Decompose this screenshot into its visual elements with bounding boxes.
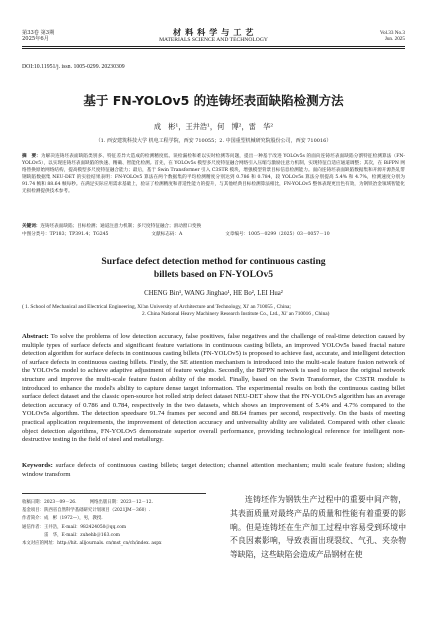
footnote-received: 收稿日期：2023－09－26. 网络出版日期：2023－12－12. (22, 500, 153, 505)
abstract-en (22, 333, 405, 445)
classification-line (22, 232, 405, 239)
header-date-en: Jun. 2025 (384, 36, 405, 43)
header-center (110, 28, 317, 44)
abstract-cn-label: 摘 要： (22, 154, 41, 159)
footnote-url: 本文对应的网址：http://hit. alljournals. cn/mst_cn/ch/index. aspx (22, 541, 162, 547)
affiliation-en-line1: ( 1. School of Mechanical and Electrical Engineering, Xi'an University of Architecture and Technology, Xi' an 710055 , China; (22, 304, 291, 310)
affiliation-cn: （1. 西安建筑科技大学 机电工程学院，西安 710055；2. 中国重型机械研究院股份公司，西安 710016） (95, 138, 332, 144)
authors-en: CHENG Bin¹, WANG Jinghao¹, HE Bo², LEI Hua² (144, 290, 283, 297)
doi: DOI:10.11951/j. issn. 1005-0299. 20230309 (22, 64, 125, 70)
header-date-cn: 2025年6月 (22, 36, 49, 43)
footnote-correspondence-2: 雷 华，E-mail：zuhehb＠163.com (22, 532, 120, 538)
keywords-cn (22, 224, 405, 231)
affiliation-en (22, 304, 405, 318)
header-volume-en: Vol.33 No.3 (379, 30, 405, 36)
affiliation-en-line2: 2. China National Heavy Machinery Research Institute Co., Ltd., Xi' an 710016 , China) (142, 311, 330, 317)
header-rule-top (22, 46, 405, 47)
journal-title-cn: 材 料 科 学 与 工 艺 (173, 27, 254, 37)
footnote-correspondence: 通信作者：王井浩，E-mail：982424050＠qq.com (22, 524, 127, 530)
header-right (330, 30, 405, 43)
abstract-cn-text: 为解决连铸坯表面缺陷类别多、特征差异大造成的检测精度低、误检漏检和难以实时检测等问题，提出一种基于改进 YOLOv5s 的面向连铸坯表面缺陷分割特征检测算法（FN-YOLOv5），以实现连铸坯表面缺陷的快速、精确、智能化检测。首先，在 YOLOv5s 模型多尺度特征融合网络引入压缩与激励注意力机制，实现特征自适应通道调整；其次，在 BiFPN 网络替换原始网络结构，提高模型多尺度特征融合能力；最后，基于 Swin Transformer 引入 C3STR 模块，增强模型背景目标信息检测能力。面向连铸坯表面缺陷数据集和开源开源热轧带钢缺陷数据集 NEU-DET 的实验结果表明：FN-YOLOv5 算法在两个数据集的平均检测精度分别达到 0.786 和 0.784，较 YOLOv5s 算法分别提高 5.4% 和 4.7%，检测速度分别为 91.74 帧和 88.64 帧每秒。在满足实际应用需求基础上，验证了检测精度和普适性能力的提升，与其他经典目标检测算法相比，FN-YOLOv5 整体表现更出色有效，为钢铁冶金领域智能化无损检测提供技术参考。 (22, 154, 405, 194)
authors-cn: 成 彬¹，王井浩¹，何 博²，雷 华² (153, 122, 274, 131)
journal-title-en: MATERIALS SCIENCE AND TECHNOLOGY (159, 37, 268, 43)
clc-number: 中图分类号：TP183；TP391.4；TG245 (22, 232, 109, 237)
footnote-bio: 作者简介：成 彬（1972—），男，教授. (22, 516, 103, 522)
title-en-line2: billets based on FN-YOLOv5 (153, 269, 274, 280)
keywords-cn-label: 关键词： (22, 224, 41, 229)
article-number: 文章编号：1005－0299（2025）03－0057－10 (225, 232, 330, 237)
title-cn: 基于 FN-YOLOv5 的连铸坯表面缺陷检测方法 (83, 93, 344, 108)
header-volume-cn: 第33卷 第3期 (22, 30, 55, 36)
header-rule-bottom (22, 48, 405, 49)
body-paragraph: 连铸坯作为钢铁生产过程中的重要中间产物，其表面质量对最终产品的质量和性能有着重要的影响。但是连铸坯在生产加工过程中容易受到环境中不良因素影响，导致表面出现裂纹、气孔、夹杂物等缺陷，这些缺陷会造成产品钢材在使 (230, 495, 406, 560)
keywords-en-text: surface defects of continuous casting billets; target detection; channel attention mechanism; multi scale feature fusion; sliding window transform (22, 462, 405, 478)
header-left (22, 30, 102, 43)
footnote (22, 499, 218, 548)
title-en (22, 255, 405, 281)
abstract-cn (22, 154, 405, 195)
keywords-cn-text: 连铸坯表面缺陷；目标检测；通道注意力机制；多尺度特征融合；滑动窗口变换 (40, 224, 202, 229)
abstract-en-text: To solve the problems of low detection accuracy, false positives, false negatives and the challenge of real-time detection caused by multiple types of surface defects and significant feature variations in continuous casting billets, an improved YOLOv5s based fractal nature detection algorithm for surface defects in continuous casting billets (FN-YOLOv5) is proposed to achieve fast, accurate, and intelligent detection of surface defects in continuous casting billets. Firstly, the SE attention mechanism is introduced into the multi-scale feature fusion network of the YOLOv5s model to achieve adaptive adjustment of feature weights. Secondly, the BiFPN network is used to replace the original network structure and improve the multi-scale feature fusion ability of the model. Finally, based on the Swin Transformer, the C3STR module is introduced to enhance the model's ability to capture dense target information. The experimental results on both the continuous casting billet surface defect dataset and the classic open-source hot rolled strip defect dataset NEU-DET show that the FN-YOLOv5 algorithm has an average detection accuracy of 0.786 and 0.784, respectively in the two datasets, which shows an improvement of 5.4% and 4.7% compared to the YOLOv5s algorithm. The detection speedsare 91.74 frames per second and 88.64 frames per second, respectively. On the basis of meeting practical application requirements, the improvement of detection accuracy and universality ability are validated. Compared with other classic object detection algorithms, FN-YOLOv5 demonstrate superior overall performance, providing technological reference for intelligent non-destructive testing in the field of steel and metallurgy. (22, 333, 406, 444)
footnote-rule (22, 493, 206, 494)
keywords-en-label: Keywords: (22, 462, 53, 469)
abstract-en-label: Abstract: (22, 333, 49, 340)
title-en-line1: Surface defect detection method for continuous casting (101, 256, 326, 267)
footnote-fund: 基金项目：陕西省自然科学基础研究计划项目（2021JM－360）. (22, 508, 151, 514)
document-code: 文献标志码：A (151, 232, 183, 237)
keywords-en (22, 462, 405, 479)
